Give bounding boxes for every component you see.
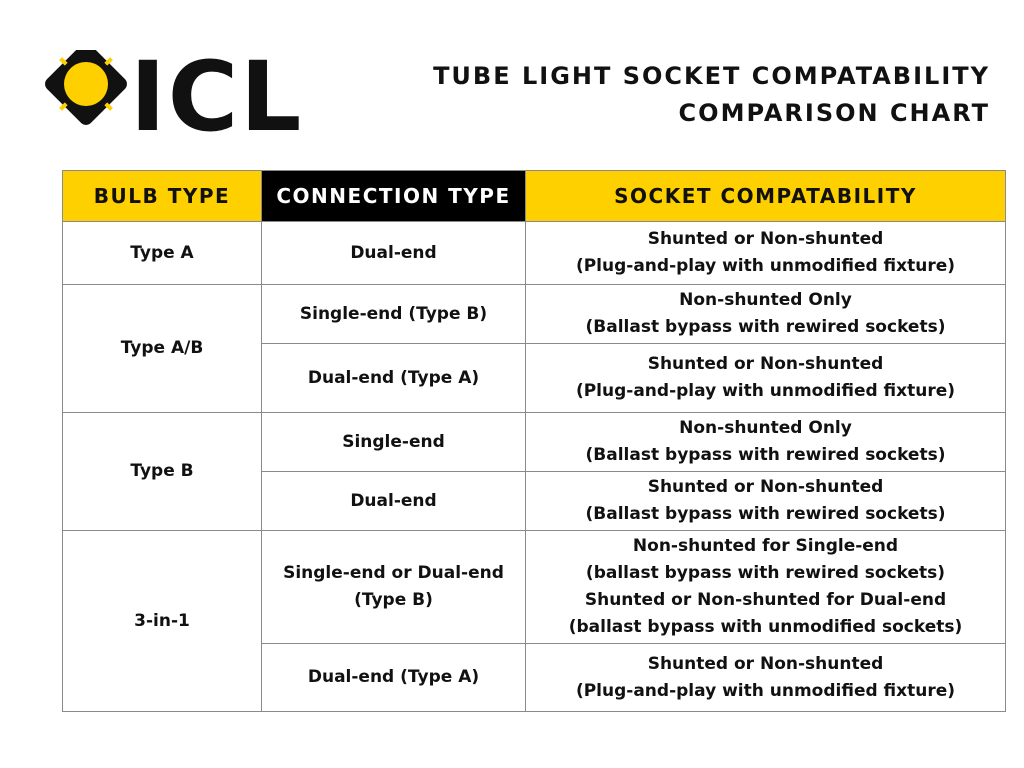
connection-type-cell xyxy=(262,644,526,712)
compatability-cell xyxy=(526,413,1006,472)
compat-line: Shunted or Non-shunted xyxy=(647,354,884,374)
connection-line: Dual-end xyxy=(350,242,437,263)
compatability-cell xyxy=(526,472,1006,531)
bulb-type-cell: Type A xyxy=(63,222,262,285)
compatability-cell xyxy=(526,285,1006,344)
compat-line: Shunted or Non-shunted xyxy=(647,653,884,674)
connection-type-cell xyxy=(262,344,526,413)
icl-logo-graphic xyxy=(44,50,356,136)
header-socket-compatability: SOCKET COMPATABILITY xyxy=(526,171,1006,222)
compat-line: (Plug-and-play with unmodified fixture) xyxy=(575,256,956,276)
compat-line: Non-shunted for Single-end xyxy=(632,536,899,556)
connection-type-cell xyxy=(262,222,526,285)
compatability-cell xyxy=(526,222,1006,285)
compat-line: Non-shunted Only xyxy=(679,290,852,310)
table-row xyxy=(63,285,1006,344)
table-row xyxy=(63,222,1006,285)
connection-line: Dual-end (Type A) xyxy=(307,667,480,687)
compat-line: Shunted or Non-shunted xyxy=(647,477,884,497)
compat-line: (Ballast bypass with rewired sockets) xyxy=(585,504,946,524)
chart-title-line-1: TUBE LIGHT SOCKET COMPATABILITY xyxy=(433,62,990,90)
compat-line: Non-shunted Only xyxy=(679,418,852,438)
connection-type-cell xyxy=(262,285,526,344)
connection-type-cell xyxy=(262,413,526,472)
table-header-row xyxy=(63,171,1006,222)
table-row xyxy=(63,531,1006,644)
bulb-type-cell: 3-in-1 xyxy=(63,531,262,712)
connection-type-cell xyxy=(262,472,526,531)
comparison-table xyxy=(62,170,1006,712)
compat-line: (Ballast bypass with rewired sockets) xyxy=(585,317,946,337)
bulb-type-cell: Type B xyxy=(63,413,262,531)
compat-line: (Plug-and-play with unmodified fixture) xyxy=(575,680,956,701)
chip-icon xyxy=(44,50,130,128)
compatability-cell xyxy=(526,531,1006,644)
header-connection-type: CONNECTION TYPE xyxy=(262,171,526,222)
compat-line: (Plug-and-play with unmodified fixture) xyxy=(575,381,956,401)
compat-line: Shunted or Non-shunted xyxy=(647,229,884,249)
connection-line: Single-end xyxy=(342,431,445,452)
logo-wordmark: ICL xyxy=(130,50,304,136)
chart-title-line-2: COMPARISON CHART xyxy=(678,99,990,127)
connection-line: Dual-end (Type A) xyxy=(307,367,480,388)
compat-line: (ballast bypass with unmodified sockets) xyxy=(568,617,963,637)
compat-line: (ballast bypass with rewired sockets) xyxy=(585,563,946,583)
connection-line: (Type B) xyxy=(354,590,433,610)
compatability-cell xyxy=(526,644,1006,712)
brand-logo xyxy=(44,50,356,136)
bulb-type-cell: Type A/B xyxy=(63,285,262,413)
connection-line: Single-end (Type B) xyxy=(299,303,488,324)
connection-line: Dual-end xyxy=(350,490,437,511)
chart-title xyxy=(433,58,990,132)
connection-type-cell xyxy=(262,531,526,644)
header-bulb-type: BULB TYPE xyxy=(63,171,262,222)
table-row xyxy=(63,413,1006,472)
compat-line: (Ballast bypass with rewired sockets) xyxy=(585,445,946,465)
connection-line: Single-end or Dual-end xyxy=(283,563,504,583)
compat-line: Shunted or Non-shunted for Dual-end xyxy=(584,590,947,610)
compatability-cell xyxy=(526,344,1006,413)
